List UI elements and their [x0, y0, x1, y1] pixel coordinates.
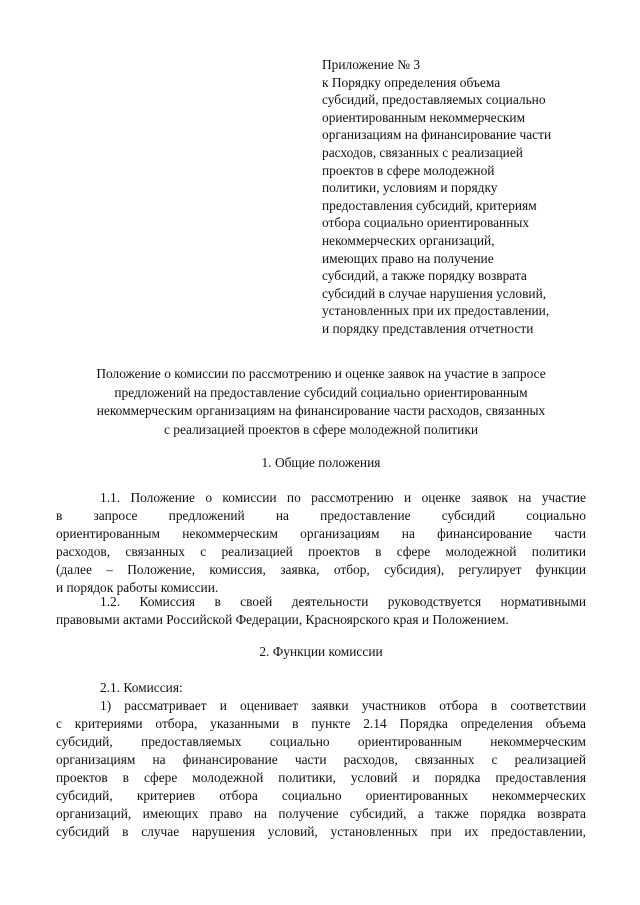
paragraph-line: правовыми актами Российской Федерации, Красноярского края и Положением. — [56, 612, 509, 627]
appendix-line: субсидий, предоставляемых социально — [322, 92, 546, 108]
paragraph-line: проектов в сфере молодежной политики, условий и порядка предоставления — [56, 770, 586, 785]
paragraph-line: субсидий, предоставляемых социально ориентированным некоммерческим — [56, 734, 586, 749]
appendix-line: и порядку представления отчетности — [322, 320, 534, 336]
appendix-line: политики, условиям и порядку — [322, 180, 498, 196]
title-line: с реализацией проектов в сфере молодежной политики — [163, 421, 479, 437]
section-heading-general: 1. Общие положения — [261, 455, 381, 470]
appendix-line: субсидий в случае нарушения условий, — [322, 285, 547, 301]
paragraph-line: и порядок работы комиссии. — [56, 580, 219, 595]
title-line: Положение о комиссии по рассмотрению и оценке заявок на участие в запросе — [96, 366, 546, 381]
appendix-line: имеющих право на получение — [322, 250, 494, 266]
paragraph-2-1-item-1 — [56, 697, 586, 841]
paragraph-line: в запросе предложений на предоставление субсидий социально — [56, 508, 586, 523]
paragraph-line: субсидий в случае нарушения условий, установленных при их предоставлении, — [56, 824, 586, 839]
appendix-line: ориентированным некоммерческим — [322, 109, 526, 125]
title-line: некоммерческим организациям на финансирование части расходов, связанных — [96, 403, 546, 419]
paragraph-line: расходов, связанных с реализацией проектов в сфере молодежной политики — [56, 544, 586, 559]
paragraph-line: ориентированным некоммерческим организациям на финансирование части — [56, 526, 586, 541]
paragraph-2-1 — [56, 679, 586, 697]
appendix-block — [322, 56, 592, 338]
paragraph-line: с критериями отбора, указанными в пункте 2.14 Порядка определения объема — [56, 716, 586, 731]
paragraph-line: (далее – Положение, комиссия, заявка, отбор, субсидия), регулирует функции — [56, 562, 586, 577]
appendix-line: некоммерческих организаций, — [322, 232, 495, 248]
appendix-line: Приложение № 3 — [322, 57, 421, 72]
appendix-line: отбора социально ориентированных — [322, 215, 530, 231]
paragraph-1-1 — [56, 489, 586, 597]
appendix-line: установленных при их предоставлении, — [322, 303, 550, 319]
appendix-line: субсидий, а также порядку возврата — [322, 268, 527, 284]
paragraph-1-2 — [56, 593, 586, 629]
appendix-line: расходов, связанных с реализацией — [322, 144, 523, 160]
appendix-line: к Порядку определения объема — [322, 74, 501, 90]
appendix-line: организациям на финансирование части — [322, 127, 552, 143]
section-heading-functions: 2. Функции комиссии — [259, 644, 383, 659]
paragraph-line: 1.1. Положение о комиссии по рассмотрению и оценке заявок на участие — [100, 490, 586, 505]
paragraph-line: организаций, имеющих право на получение субсидий, а также порядка возврата — [56, 806, 586, 821]
paragraph-line: 1) рассматривает и оценивает заявки участников отбора в соответствии — [100, 698, 586, 713]
paragraph-line: 2.1. Комиссия: — [100, 680, 183, 695]
paragraph-line: организациям на финансирование части расходов, связанных с реализацией — [56, 752, 586, 767]
document-title — [56, 365, 586, 439]
paragraph-line: субсидий, критериев отбора социально ориентированных некоммерческих — [56, 788, 586, 803]
paragraph-line: 1.2. Комиссия в своей деятельности руководствуется нормативными — [100, 594, 586, 609]
title-line: предложений на предоставление субсидий социально ориентированным — [114, 384, 528, 400]
appendix-line: проектов в сфере молодежной — [322, 162, 495, 178]
appendix-line: предоставления субсидий, критериям — [322, 197, 537, 213]
